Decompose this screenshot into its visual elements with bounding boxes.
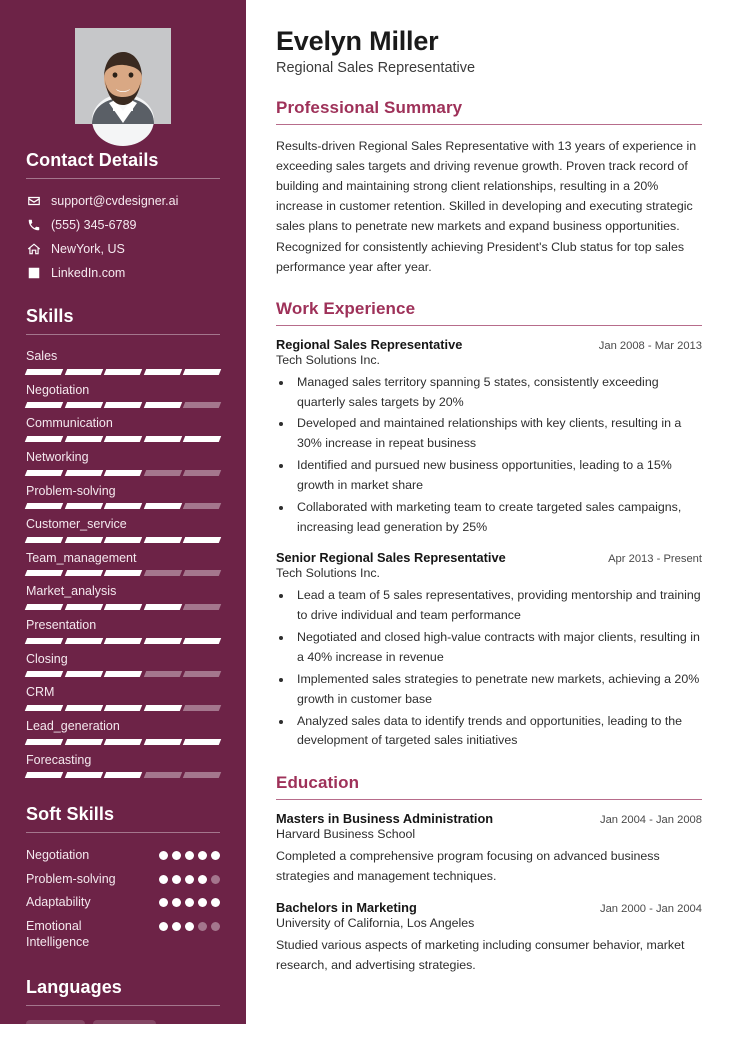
skill-bar-segment [25, 739, 63, 745]
skill-bar-segment [183, 369, 221, 375]
skills-section [26, 306, 220, 778]
skill-bar-segment [144, 537, 182, 543]
skill-bar-segment [25, 772, 63, 778]
education-entry-date: Jan 2004 - Jan 2008 [599, 814, 702, 827]
work-entry-date: Jan 2008 - Mar 2013 [598, 339, 702, 352]
skill-rating-bars [26, 772, 220, 778]
skill-bar-segment [144, 470, 182, 476]
summary-text: Results-driven Regional Sales Representative with 13 years of experience in exceeding sales targets and driving revenue growth. Proven track record of building and maintaining strong client relationships, resulting in a 20% increase in customer retention. Skilled in developing and executing strategic sales plans to penetrate new markets and expand business opportunities. Recognized for consistently achieving President's Club status for top sales performance year after year. [276, 139, 697, 274]
work-entry-bullets [293, 373, 702, 538]
work-bullet: • Implemented sales strategies to penetrate new markets, achieving a 20% growth in customer base [293, 670, 702, 710]
skill-bar-segment [104, 436, 142, 442]
skill-label: Lead_generation [26, 718, 120, 733]
skill-bar-segment [64, 369, 102, 375]
soft-skill-dot [198, 875, 207, 884]
soft-skill-rating-dots [159, 918, 220, 931]
work-entry-header [276, 550, 702, 565]
skill-bar-segment [104, 638, 142, 644]
skill-bar-segment [104, 503, 142, 509]
skill-bar-segment [64, 570, 102, 576]
education-section [276, 773, 702, 975]
skill-rating-bars [26, 503, 220, 509]
contact-details-section [26, 150, 220, 280]
skills-divider [26, 334, 220, 335]
skill-bar-segment [183, 537, 221, 543]
skill-item [26, 584, 220, 610]
skill-label: Closing [26, 651, 68, 666]
skill-bar-segment [64, 671, 102, 677]
skill-bar-segment [64, 705, 102, 711]
skill-bar-segment [183, 772, 221, 778]
skill-bar-segment [144, 739, 182, 745]
skill-label: Forecasting [26, 752, 92, 767]
work-bullet: • Lead a team of 5 sales representatives, providing mentorship and training to drive individual and team performance [293, 586, 702, 626]
soft-skill-dot [159, 851, 168, 860]
skill-bar-segment [183, 570, 221, 576]
soft-skill-rating-dots [159, 847, 220, 860]
contact-item-location[interactable] [26, 241, 220, 256]
work-entry-org: Tech Solutions Inc. [276, 352, 381, 367]
work-entry-bullets [293, 586, 702, 751]
soft-skill-rating-dots [159, 871, 220, 884]
soft-skill-label: Emotional Intelligence [26, 918, 90, 950]
soft-skill-label: Adaptability [26, 895, 91, 910]
soft-skills-list [26, 847, 220, 951]
skill-bar-segment [25, 369, 63, 375]
languages-list [26, 1020, 220, 1042]
skill-bar-segment [25, 470, 63, 476]
skill-bar-segment [183, 638, 221, 644]
avatar-container [26, 28, 220, 124]
skill-bar-segment [25, 671, 63, 677]
skill-bar-segment [25, 705, 63, 711]
skill-bar-segment [183, 436, 221, 442]
contact-heading: Contact Details [26, 150, 159, 170]
education-entry-title: Masters in Business Administration [276, 811, 494, 827]
skill-rating-bars [26, 436, 220, 442]
education-heading: Education [276, 773, 360, 793]
soft-skill-item [26, 847, 220, 864]
work-entry-header [276, 337, 702, 352]
skill-bar-segment [144, 772, 182, 778]
contact-list [26, 193, 220, 280]
skill-bar-segment [104, 772, 142, 778]
work-entry-org: Tech Solutions Inc. [276, 566, 381, 581]
skill-item [26, 685, 220, 711]
work-bullet: • Negotiated and closed high-value contracts with major clients, resulting in a 40% increase in revenue [293, 628, 702, 668]
skill-bar-segment [25, 436, 63, 442]
skill-bar-segment [25, 537, 63, 543]
skill-bar-segment [104, 570, 142, 576]
work-bullet: • Analyzed sales data to identify trends and opportunities, leading to the development of targeted sales initiatives [293, 712, 702, 752]
soft-skill-dot [185, 851, 194, 860]
main-content [246, 0, 730, 1024]
work-bullet: • Managed sales territory spanning 5 states, consistently exceeding quarterly sales targets by 20% [293, 373, 702, 413]
skill-bar-segment [183, 503, 221, 509]
skill-bar-segment [144, 369, 182, 375]
skill-label: Market_analysis [26, 584, 117, 599]
work-entries [276, 337, 702, 752]
skill-bar-segment [183, 470, 221, 476]
work-heading: Work Experience [276, 298, 416, 318]
work-entry-title: Regional Sales Representative [276, 336, 463, 352]
skill-bar-segment [144, 671, 182, 677]
skill-label: Customer_service [26, 517, 127, 532]
contact-divider [26, 178, 220, 179]
phone-icon [26, 217, 41, 232]
skill-bar-segment [104, 705, 142, 711]
soft-skill-dot [185, 898, 194, 907]
soft-skill-dot [211, 898, 220, 907]
education-entry-description: Studied various aspects of marketing including consumer behavior, market research, and advertising strategies. [276, 937, 685, 972]
work-bullet: • Developed and maintained relationships with key clients, resulting in a 30% increase in repeat business [293, 414, 702, 454]
sidebar [0, 0, 246, 1038]
skill-bar-segment [104, 402, 142, 408]
skill-bar-segment [64, 503, 102, 509]
skill-bar-segment [144, 570, 182, 576]
soft-skill-rating-dots [159, 894, 220, 907]
skill-bar-segment [183, 402, 221, 408]
soft-skill-dot [198, 922, 207, 931]
skill-bar-segment [183, 739, 221, 745]
skill-bar-segment [104, 537, 142, 543]
skill-bar-segment [144, 402, 182, 408]
skill-rating-bars [26, 369, 220, 375]
education-entry-header [276, 811, 702, 826]
user-photo-icon [75, 28, 171, 124]
languages-section [26, 977, 220, 1042]
soft-skill-dot [211, 851, 220, 860]
summary-heading: Professional Summary [276, 98, 463, 118]
education-entry [276, 900, 702, 976]
skill-rating-bars [26, 739, 220, 745]
education-entry [276, 811, 702, 887]
skill-bar-segment [104, 369, 142, 375]
skill-bar-segment [64, 638, 102, 644]
skill-item [26, 652, 220, 678]
soft-skill-dot [172, 922, 181, 931]
soft-skill-label: Negotiation [26, 848, 90, 863]
contact-value-linkedin: LinkedIn.com [51, 265, 126, 280]
languages-divider [26, 1005, 220, 1006]
language-chip[interactable]: Spanish [93, 1020, 156, 1042]
skill-bar-segment [183, 705, 221, 711]
skill-item [26, 551, 220, 577]
skill-bar-segment [25, 638, 63, 644]
contact-item-phone[interactable] [26, 217, 220, 232]
soft-skill-dot [172, 875, 181, 884]
skill-bar-segment [144, 436, 182, 442]
skill-bar-segment [64, 772, 102, 778]
work-entry [276, 337, 702, 538]
skill-bar-segment [104, 739, 142, 745]
soft-skill-dot [159, 922, 168, 931]
contact-value-email: support@cvdesigner.ai [51, 193, 179, 208]
skill-label: Negotiation [26, 382, 90, 397]
soft-skill-dot [198, 851, 207, 860]
soft-skills-heading: Soft Skills [26, 804, 115, 825]
work-entry-title: Senior Regional Sales Representative [276, 550, 506, 566]
education-entry-date: Jan 2000 - Jan 2004 [599, 902, 702, 915]
skill-rating-bars [26, 705, 220, 711]
skill-bar-segment [144, 503, 182, 509]
skill-label: Problem-solving [26, 483, 116, 498]
work-experience-section [276, 299, 702, 752]
skill-bar-segment [104, 470, 142, 476]
page-title: Evelyn Miller [276, 26, 439, 56]
skill-bar-segment [104, 604, 142, 610]
soft-skill-dot [185, 922, 194, 931]
soft-skill-item [26, 871, 220, 888]
skill-bar-segment [64, 537, 102, 543]
skill-item [26, 719, 220, 745]
work-entry [276, 550, 702, 751]
languages-heading: Languages [26, 976, 122, 997]
soft-skill-dot [172, 898, 181, 907]
skill-item [26, 753, 220, 779]
education-divider [276, 799, 702, 800]
skills-list [26, 349, 220, 778]
soft-skill-dot [198, 898, 207, 907]
skill-item [26, 618, 220, 644]
work-bullet: • Identified and pursued new business opportunities, leading to a 15% growth in market share [293, 456, 702, 496]
skill-item [26, 349, 220, 375]
skill-label: CRM [26, 685, 55, 700]
skill-label: Team_management [26, 550, 137, 565]
avatar [75, 28, 171, 124]
education-entry-org: University of California, Los Angeles [276, 915, 475, 930]
skill-item [26, 450, 220, 476]
contact-value-phone: (555) 345-6789 [51, 217, 137, 232]
skill-bar-segment [104, 671, 142, 677]
skill-item [26, 517, 220, 543]
soft-skill-dot [211, 875, 220, 884]
linkedin-icon [26, 265, 41, 280]
soft-skills-divider [26, 832, 220, 833]
skill-bar-segment [144, 604, 182, 610]
contact-value-location: NewYork, US [51, 241, 125, 256]
skill-bar-segment [183, 604, 221, 610]
education-entry-header [276, 900, 702, 915]
skill-label: Communication [26, 416, 113, 431]
skill-bar-segment [25, 570, 63, 576]
soft-skill-dot [172, 851, 181, 860]
skill-label: Presentation [26, 618, 97, 632]
envelope-icon [26, 193, 41, 208]
skill-bar-segment [144, 638, 182, 644]
skill-rating-bars [26, 470, 220, 476]
soft-skill-dot [159, 875, 168, 884]
language-chip[interactable]: English [26, 1020, 85, 1042]
skill-rating-bars [26, 570, 220, 576]
professional-summary-section [276, 98, 702, 277]
skill-bar-segment [25, 503, 63, 509]
skill-rating-bars [26, 638, 220, 644]
soft-skill-dot [211, 922, 220, 931]
skill-rating-bars [26, 537, 220, 543]
skill-label: Sales [26, 349, 58, 363]
work-entry-date: Apr 2013 - Present [608, 553, 702, 566]
skill-bar-segment [25, 402, 63, 408]
job-role: Regional Sales Representative [276, 60, 476, 77]
education-entries [276, 811, 702, 975]
contact-item-email[interactable] [26, 193, 220, 208]
contact-item-linkedin[interactable] [26, 265, 220, 280]
skill-bar-segment [64, 402, 102, 408]
summary-divider [276, 124, 702, 125]
soft-skill-label: Problem-solving [26, 871, 116, 886]
skill-item [26, 383, 220, 409]
skill-bar-segment [25, 604, 63, 610]
skill-label: Networking [26, 449, 89, 464]
skill-item [26, 484, 220, 510]
skill-bar-segment [64, 436, 102, 442]
soft-skill-item [26, 894, 220, 911]
work-divider [276, 325, 702, 326]
skill-bar-segment [64, 604, 102, 610]
skill-rating-bars [26, 604, 220, 610]
work-bullet: • Collaborated with marketing team to create targeted sales campaigns, increasing lead generation by 25% [293, 498, 702, 538]
skill-bar-segment [183, 671, 221, 677]
skill-bar-segment [64, 470, 102, 476]
soft-skill-dot [159, 898, 168, 907]
education-entry-org: Harvard Business School [276, 827, 416, 842]
home-icon [26, 241, 41, 256]
soft-skills-section [26, 804, 220, 951]
skill-item [26, 416, 220, 442]
education-entry-description: Completed a comprehensive program focusing on advanced business strategies and management techniques. [276, 849, 660, 884]
skill-rating-bars [26, 671, 220, 677]
skills-heading: Skills [26, 306, 74, 326]
skill-bar-segment [64, 739, 102, 745]
soft-skill-dot [185, 875, 194, 884]
skill-bar-segment [144, 705, 182, 711]
skill-rating-bars [26, 402, 220, 408]
education-entry-title: Bachelors in Marketing [276, 899, 417, 915]
soft-skill-item [26, 918, 220, 951]
